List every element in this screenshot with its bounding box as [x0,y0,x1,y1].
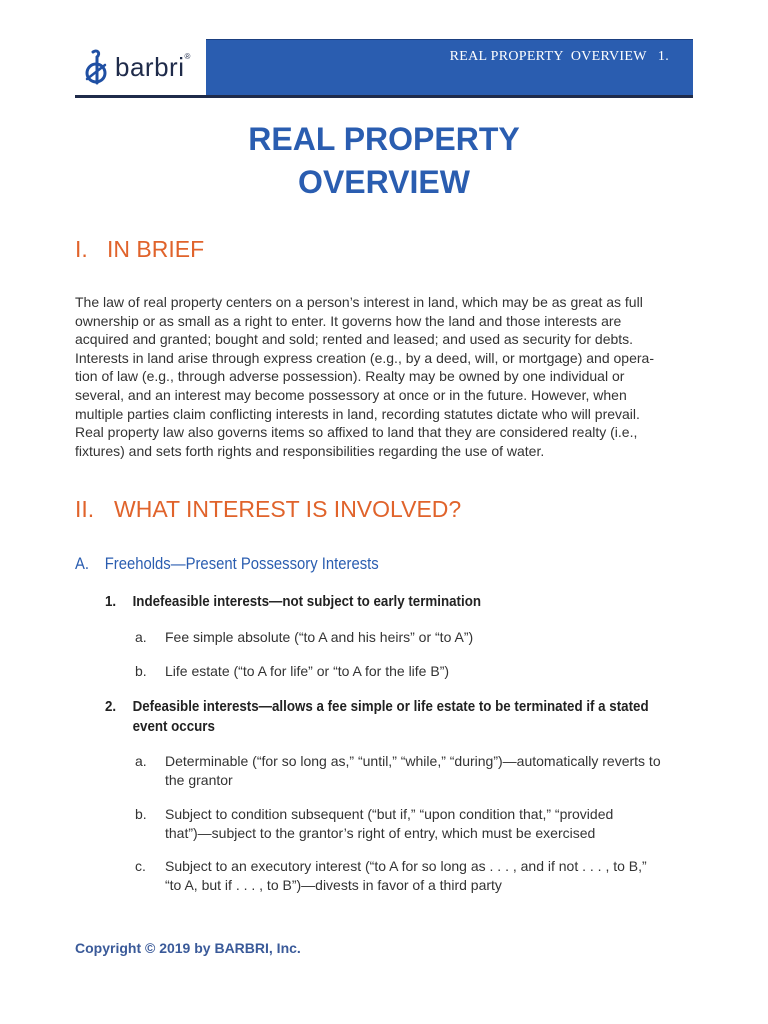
item-number: 2. [105,699,117,715]
list-item [135,752,695,790]
item-title: Defeasible interests—allows a fee simple or life estate to be terminated if a stated event occurs [132,699,649,735]
paragraph-line: The law of real property centers on a person’s interest in land, which may be as great as full [75,294,643,310]
paragraph-line: several, and an interest may become possessory at once or in the future. However, when [75,386,627,403]
list-item [135,857,695,895]
list-marker: a. [135,629,147,645]
paragraph-line: ownership or as small as a right to enter. It governs how the land and those interests are [75,312,622,329]
paragraph-line: multiple parties claim conflicting interests in land, recording statutes dictate who will prevail. [75,405,640,422]
list-text: Subject to an executory interest (“to A for so long as . . . , and if not . . . , to B,” “to A, but if . . . , to B”)—divests in favor of a third party [165,858,647,893]
page-title [0,118,768,204]
page-title-line-1: REAL PROPERTY [248,121,520,157]
section-heading-what-interest [75,496,461,523]
barbri-logo-icon [83,49,109,87]
header-divider [75,95,693,98]
section-title: IN BRIEF [107,236,205,262]
intro-paragraph [75,293,693,460]
item-number: 1. [105,594,117,610]
list-marker: c. [135,858,146,874]
item-heading-indefeasible [105,592,675,612]
list-item [135,805,695,843]
paragraph-line: tion of law (e.g., through adverse possession). Realty may be owned by one individual or [75,368,625,385]
header-band [206,39,693,97]
list-marker: a. [135,753,147,769]
subsection-title: Freeholds—Present Possessory Interests [104,555,379,573]
paragraph-line: Interests in land arise through express creation (e.g., by a deed, will, or mortgage) and opera- [75,349,654,366]
list-item [135,628,695,647]
list-text: Life estate (“to A for life” or “to A for the life B”) [165,663,450,679]
section-numeral: I. [75,236,88,262]
copyright-footer: Copyright © 2019 by BARBRI, Inc. [75,940,301,956]
list-text: Fee simple absolute (“to A and his heirs” or “to A”) [165,629,474,645]
item-title: Indefeasible interests—not subject to early termination [132,594,482,610]
list-item [135,662,695,681]
item-heading-defeasible [105,697,675,737]
page-title-line-2: OVERVIEW [298,164,470,200]
list-marker: b. [135,806,147,822]
list-text: Subject to condition subsequent (“but if,” “upon condition that,” “provided that”)—subject to the grantor’s right of entry, which must be exercised [165,806,614,841]
list-text: Determinable (“for so long as,” “until,” “while,” “during”)—automatically reverts to the grantor [165,753,661,788]
subsection-heading-freeholds [75,555,379,574]
barbri-logo [75,39,205,96]
subsection-marker: A. [75,555,90,573]
list-marker: b. [135,663,147,679]
section-title: WHAT INTEREST IS INVOLVED? [114,496,462,522]
paragraph-line: acquired and granted; bought and sold; rented and leased; and used as security for debts. [75,331,634,348]
paragraph-line: Real property law also governs items so affixed to land that they are considered realty (i.e., [75,424,638,441]
logo-wordmark: barbri® [115,52,191,82]
running-header-title: REAL PROPERTY OVERVIEW 1. [449,49,669,64]
section-heading-in-brief [75,236,204,263]
section-numeral: II. [75,496,95,522]
paragraph-line: fixtures) and sets forth rights and responsibilities regarding the use of water. [75,442,545,459]
page-header [75,39,693,96]
